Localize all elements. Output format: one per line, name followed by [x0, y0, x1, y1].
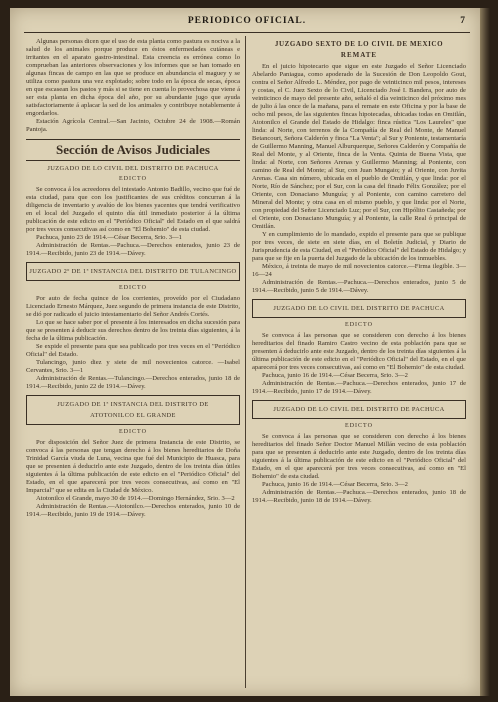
notice-paragraph: En el juicio hipotecario que sigue en este Juzgado el Señor Licenciado Abelardo Paniagua, como apoderado de la Sucesión de Don Leopoldo Gout, contra el Señor Alfredo L. Méndez, por pago de veinticinco mil pesos, intereses y costas, el C. Juez Sexto de lo Civil, Licenciado José I. Bandera, por auto de veinticinco de mayo del presente año, señaló el día veinticinco del próximo mes de julio á las once de la mañana, para el remate en este Oficina y por la base de ocho mil pesos, de las siguientes fincas hipotecadas, ubicadas todas en Omitlán, Atotonilco el Grande del Estado de Hidalgo: finca rústica "Los Laureles" que linda: al Norte, con terrenos de la Compañía de Real del Monte, de Manuel Betancourt, Señora Calderón y finca "La Venta"; al Sur y Poniente, testamentaría de Guillermo Manning, Manuel Alburquerque, Señores Calderón y Compañía de Real del Monte, y al Oriente, finca de la Venta. Quinta de Buena Vista, que linda: al Norte, con Señores Arenas y Guillermo Manning; al Poniente, con camino de Real del Monte; al Sur, con Juan Mungaio; y al Oriente, con Juvita Arenas. Casa sin número, ubicada en el pueblo de Omitlán, y que linda: por el Norte, Río de Sánchez; por el Sur, con la casa del finado Félix González; por el Oriente, con Donaciano Munguía; y al Poniente, con camino carretero del Mineral del Monte; y otra casa en el mismo pueblo, y que linda: por el Norte, con propiedad del Señor Licenciado Luz; por el Sur, con Hipólito Castañeda; por el Oriente, con Donaciano Munguía; y al Poniente, la calle Real ó principal de Omitlán.	[252, 63, 466, 230]
notice-box	[252, 400, 466, 419]
notice-receipt: Administración de Rentas.—Pachuca.—Derechos enterados, junio 5 de 1914.—Recibido, junio 5 de 1914.—Dávey.	[252, 279, 466, 294]
court-heading: JUZGADO 2º DE 1ª INSTANCIA DEL DISTRITO DE TULANCINGO	[29, 268, 237, 275]
notice-receipt: Administración de Rentas.—Pachuca.—Derechos enterados, junio 23 de 1914.—Recibido, junio 23 de 1914.—Dávey.	[26, 242, 240, 257]
page-number: 7	[460, 16, 466, 26]
notice-signature: Tulancingo, junio diez y siete de mil novecientos catorce. —Isabel Cervantes, Srio. 3—1	[26, 359, 240, 374]
notice-paragraph: Se expide el presente para que sea publicado por tres veces en el "Periódico Oficial" del Estado.	[26, 343, 240, 358]
notice-paragraph: Lo que se hace saber por el presente á los interesados en dicha sucesión para que se presenten á deducir sus derechos dentro de los treinta días siguientes, á la fecha de la última publicación.	[26, 319, 240, 342]
edicto-heading: EDICTO	[345, 322, 373, 328]
notice-box	[26, 395, 240, 425]
notice-box	[252, 299, 466, 318]
header-rule	[24, 32, 470, 33]
notice-paragraph: Se convoca á las personas que se consideren con derecho á los bienes hereditarios del finado Señor Doctor Manuel Millán vecino de esta población para que se presenten á deducirlo ante este Juzgado, dentro de los treinta días siguientes á la última publicación de este edicto en el "Periódico Oficial" del Estado, en el que aparecerá por tres veces consecutivas, así como en "El Bohemio" de esta ciudad.	[252, 433, 466, 480]
intro-signature: Estación Agrícola Central.—San Jacinto, Octubre 24 de 1908.—Román Pantoja.	[26, 118, 240, 133]
notice-receipt: Administración de Rentas.—Atotonilco.—Derechos enterados, junio 10 de 1914.—Recibido, junio 19 de 1914.—Dávey.	[26, 503, 240, 518]
section-title: Sección de Avisos Judiciales	[26, 139, 240, 161]
running-head	[24, 16, 470, 30]
notice-signature: Pachuca, junio 16 de 1914.—César Becerra, Srio. 3—2	[262, 481, 408, 488]
left-column	[26, 38, 240, 686]
notice-paragraph: Por auto de fecha quince de los corrientes, proveído por el Ciudadano Licenciado Ernesto Márquez, Juez segundo de primera instancia de este Distrito, se dió por radicado el juicio intestamentario del Señor Andrés Cortés.	[26, 295, 240, 318]
court-heading: JUZGADO DE LO CIVIL DEL DISTRITO DE PACHUCA	[273, 305, 445, 312]
court-heading: JUZGADO DE LO CIVIL DEL DISTRITO DE PACHUCA	[47, 165, 219, 172]
court-heading: ATOTONILCO EL GRANDE	[90, 412, 176, 419]
notice-signature: Pachuca, junio 16 de 1914.—César Becerra, Srio. 3—2	[262, 372, 408, 379]
column-rule	[245, 36, 246, 688]
edicto-heading: EDICTO	[345, 423, 373, 429]
notice-box	[26, 262, 240, 281]
notice-receipt: Administración de Rentas.—Tulancingo.—Derechos enterados, junio 18 de 1914.—Recibido, junio 22 de 1914.—Dávey.	[26, 375, 240, 390]
notice-paragraph: Se convoca á los acreedores del intestado Antonio Badillo, vecino que fué de esta ciudad, para que con los justificantes de sus créditos concurran á la diligencia de inventario y avalúo de los bienes yacentes que tendrá verificativo en el local del Juzgado el quinto día útil inmediato posterior á la última publicación de este edicto en el "Periódico Oficial" del Estado en el que saldrá por tres veces consecutivas así como en "El Bohemio" de esta ciudad.	[26, 186, 240, 233]
notice-signature: Atotonilco el Grande, mayo 30 de 1914.—Domingo Hernández, Srio. 3—2	[36, 495, 235, 502]
right-column	[252, 38, 466, 686]
newspaper-page	[10, 8, 480, 696]
notice-signature: Pachuca, junio 23 de 1914.—César Becerra, Srio. 3—1	[36, 234, 182, 241]
edicto-heading: EDICTO	[119, 285, 147, 291]
notice-receipt: Administración de Rentas.—Pachuca.—Derechos enterados, junio 18 de 1914.—Recibido, junio 18 de 1914.—Dávey.	[252, 489, 466, 504]
edicto-heading: EDICTO	[119, 176, 147, 182]
court-heading: JUZGADO SEXTO DE LO CIVIL DE MEXICO	[274, 40, 444, 48]
notice-paragraph: Se convoca á las personas que se consideren con derecho á los bienes hereditarios del finado Ramiro Castro vecino de esta población para que se presenten á deducirlo ante este Juzgado, dentro de los treinta días siguientes á la última publicación de este edicto en el "Periódico Oficial" del Estado, en el que aparecerá por tres veces consecutivas, así como en "El Bohemio" de esta ciudad.	[252, 332, 466, 371]
remate-heading: REMATE	[340, 51, 378, 59]
edicto-heading: EDICTO	[119, 429, 147, 435]
court-heading: JUZGADO DE 1ª INSTANCIA DEL DISTRITO DE	[57, 401, 209, 408]
notice-receipt: Administración de Rentas.—Pachuca.—Derechos enterados, junio 17 de 1914.—Recibido, junio 17 de 1914.—Dávey.	[252, 380, 466, 395]
notice-paragraph: Y en cumplimiento de lo mandado, expido el presente para que se publique por tres veces, de siete en siete días, en el Boletín Judicial, y Diario de Jurisprudencia de esta Ciudad, en el "Periódico Oficial" del Estado de Hidalgo; y para que se fije en la puerta del Juzgado de la ubicación de los inmuebles.	[252, 231, 466, 262]
intro-paragraph: Algunas personas dicen que el uso de esta planta como pastura es nociva a la salud de los animales porque produce en éstos enfermedades cutáneas e irritantes en el aparato gastro-intestinal. Esta creencia es errónea como lo comprueban las anteriores observaciones y los informes que se han tomado en algunas fincas de campo en las que se produce en abundancia el maguey y se utiliza como pastura una vez explotado; sobre todo en la época de secas, época en que escasean los pastos y más si se tiene en cuenta lo provechosa que viene á ser esta planta en dicha época del año, por su abundante jugo que ayuda satisfactoriamente á aplacar la sed de los animales y contribuye notablemente á engordarlos.	[26, 38, 240, 117]
newspaper-title: PERIODICO OFICIAL.	[187, 16, 307, 26]
notice-paragraph: Por disposición del Señor Juez de primera Instancia de este Distrito, se convoca á las personas que tengan derecho á los bienes hereditarios de Doña Trinidad García viuda de Luna, vecina que fué del Municipio de Huasca, para que se presenten á deducirlo ante este Juzgado, dentro de los treinta días útiles siguientes á la última publicación de este edicto en el "Periódico Oficial" del Estado, en el que aparecerá por tres veces consecutivas, así como en "El Imparcial" que se edita en la Ciudad de México.	[26, 439, 240, 494]
notice-signature: México, á treinta de mayo de mil novecientos catorce.—Firma ilegible. 3—16—24	[252, 263, 466, 278]
court-heading: JUZGADO DE LO CIVIL DEL DISTRITO DE PACHUCA	[273, 406, 445, 413]
book-spine	[480, 8, 490, 696]
